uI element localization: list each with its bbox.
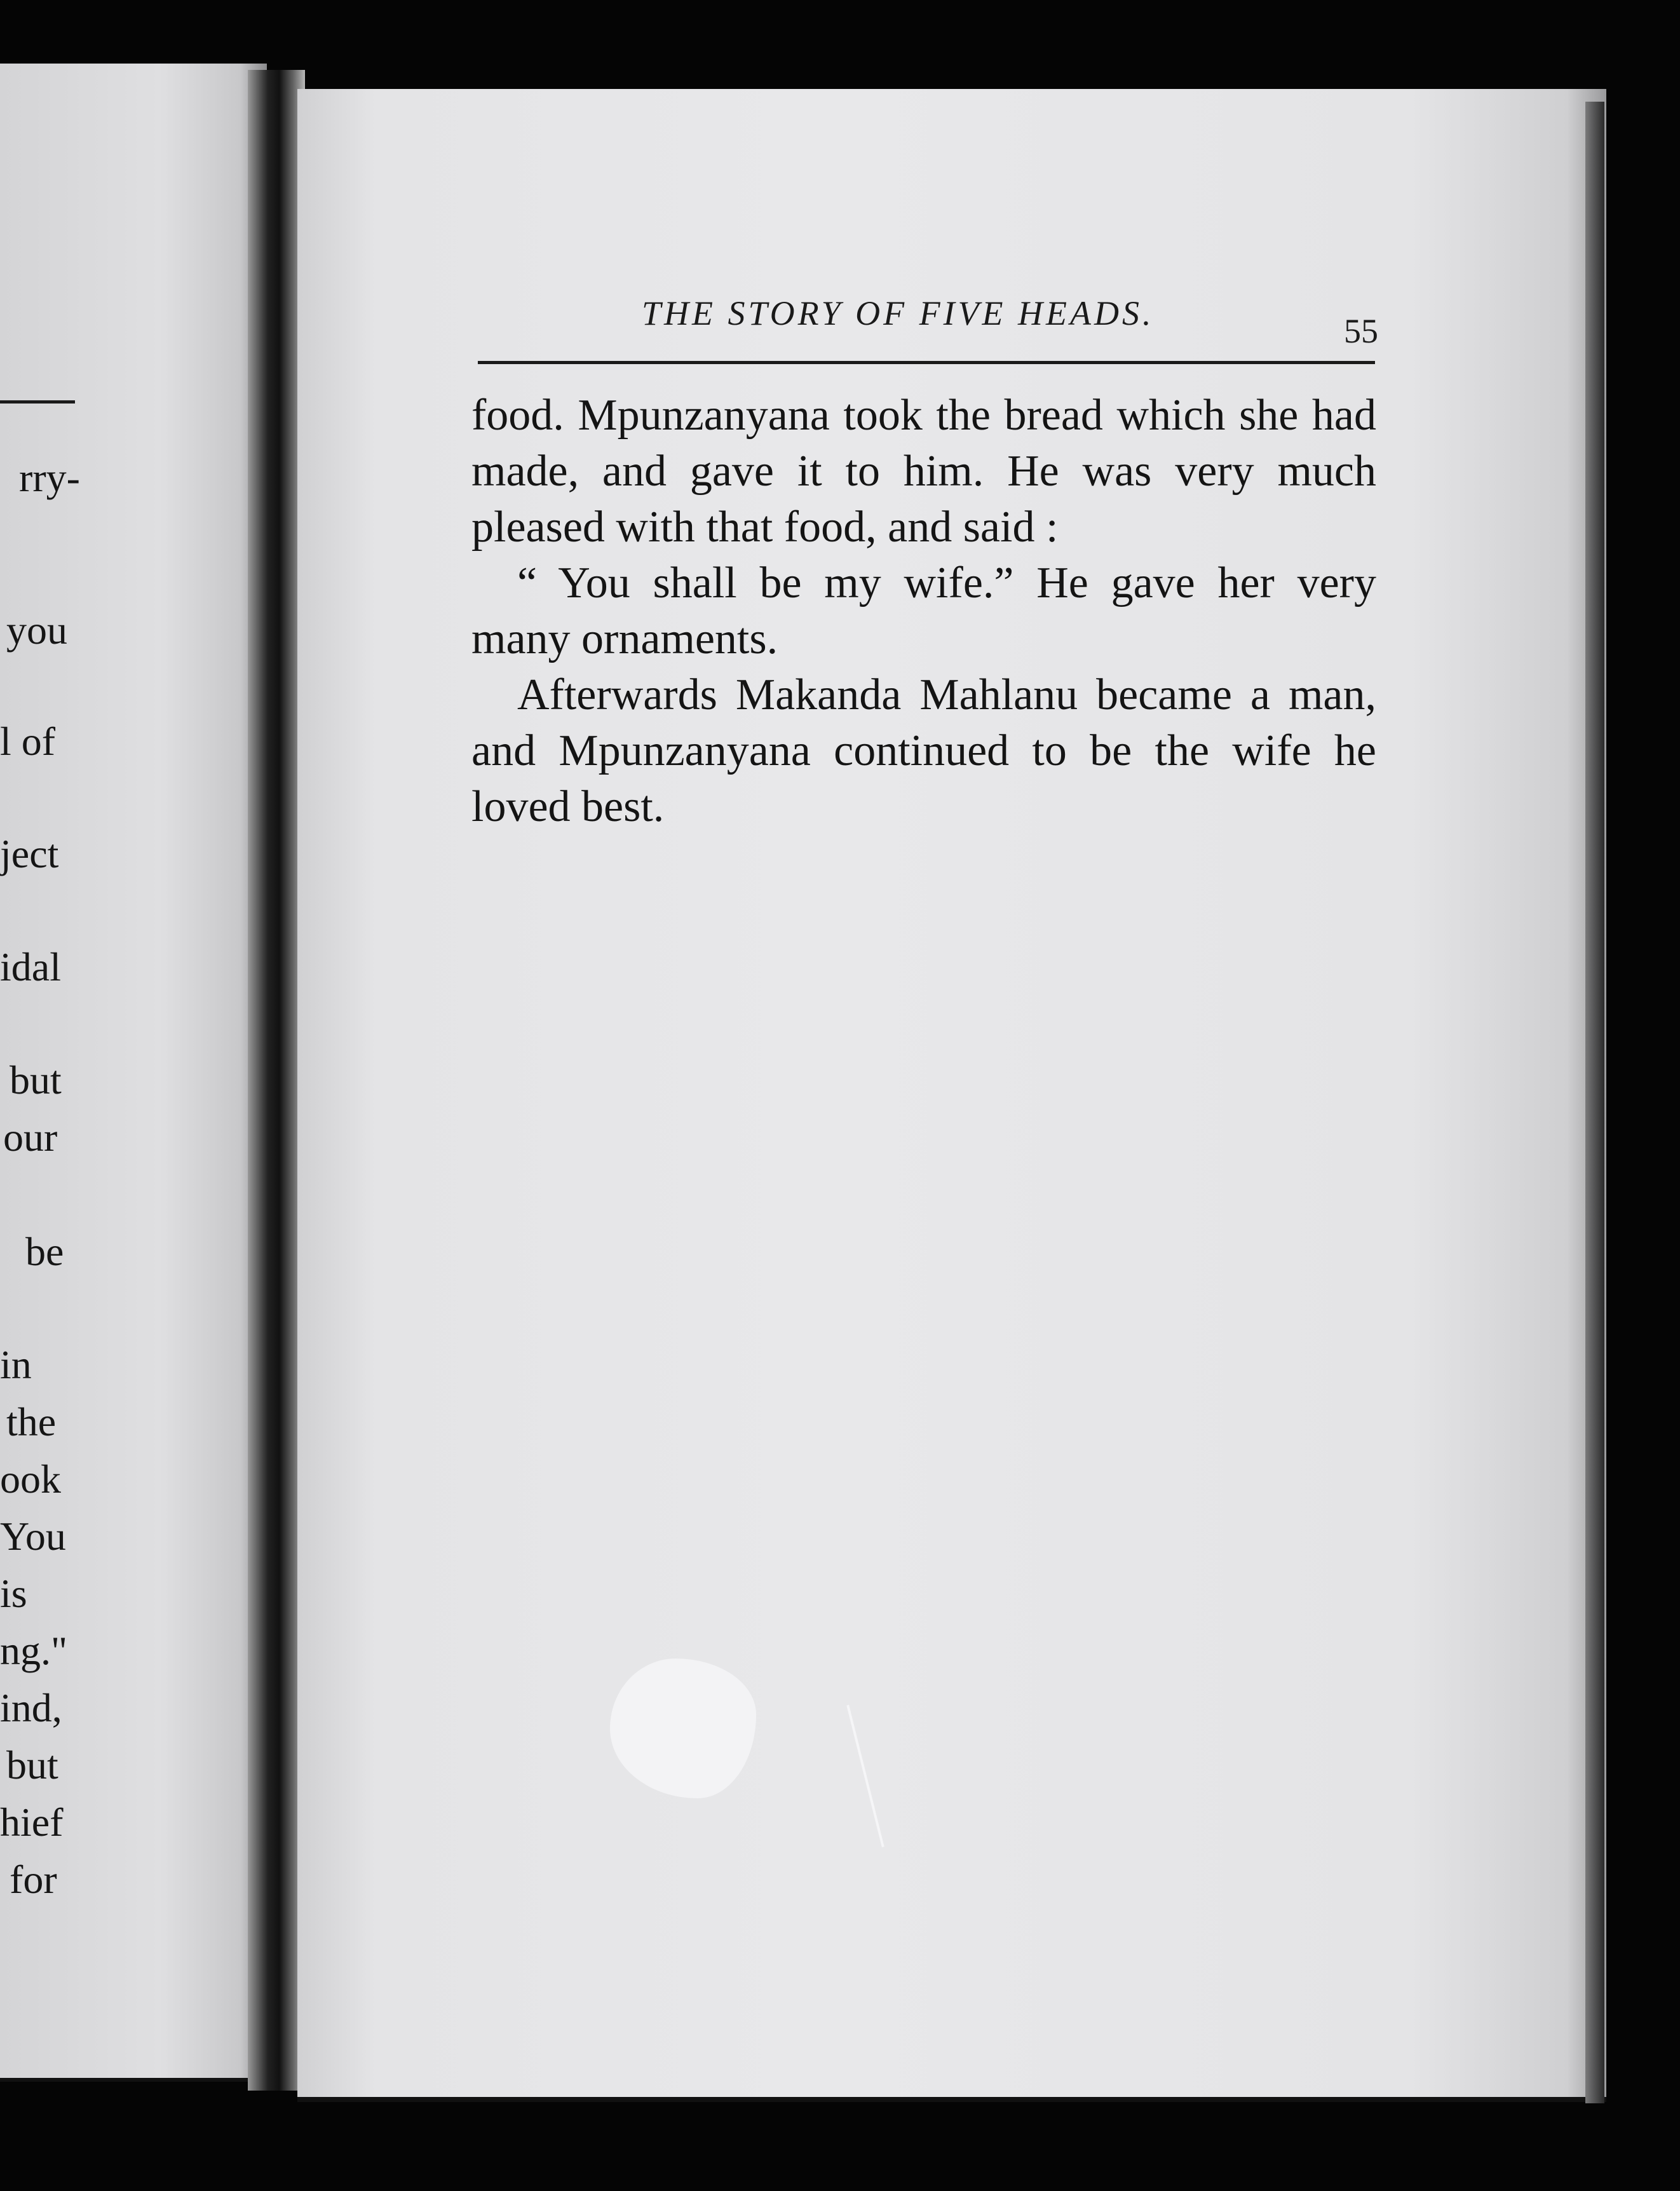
- left-page: [0, 64, 267, 2082]
- paragraph: Afterwards Makanda Mahlanu became a man, and Mpunzanyana continued to be the wife he loved best.: [471, 670, 1376, 831]
- page-number: 55: [1344, 312, 1378, 350]
- left-fragment: is: [0, 1571, 27, 1616]
- left-fragment: ind,: [0, 1685, 62, 1730]
- left-fragment: rry-: [19, 455, 80, 500]
- left-fragment: you: [6, 607, 67, 653]
- left-fragment: in: [0, 1342, 32, 1387]
- header-rule: [478, 361, 1375, 364]
- page-edge: [1585, 102, 1604, 2103]
- left-fragment: ject: [0, 831, 59, 876]
- left-page-rule: [0, 400, 75, 404]
- book-gutter: [248, 70, 305, 2091]
- running-head: THE STORY OF FIVE HEADS.: [642, 294, 1155, 332]
- left-fragment: ng.": [0, 1628, 68, 1673]
- left-fragment: idal: [0, 944, 61, 989]
- left-fragment: the: [6, 1399, 57, 1444]
- left-fragment: You: [0, 1514, 66, 1559]
- left-fragment: hief: [0, 1800, 64, 1845]
- left-fragment: ook: [0, 1456, 61, 1502]
- body-text: [471, 388, 1376, 835]
- left-fragment: l of: [0, 719, 56, 764]
- left-fragment: for: [10, 1857, 57, 1902]
- left-fragment: but: [6, 1742, 58, 1787]
- paragraph: “ You shall be my wife.” He gave her very many ornaments.: [471, 559, 1376, 663]
- left-fragment: our: [3, 1115, 58, 1160]
- left-fragment: be: [25, 1229, 64, 1274]
- left-fragment: but: [10, 1057, 62, 1102]
- paragraph: food. Mpunzanyana took the bread which she had made, and gave it to him. He was very much pleased with that food, and said :: [471, 391, 1376, 552]
